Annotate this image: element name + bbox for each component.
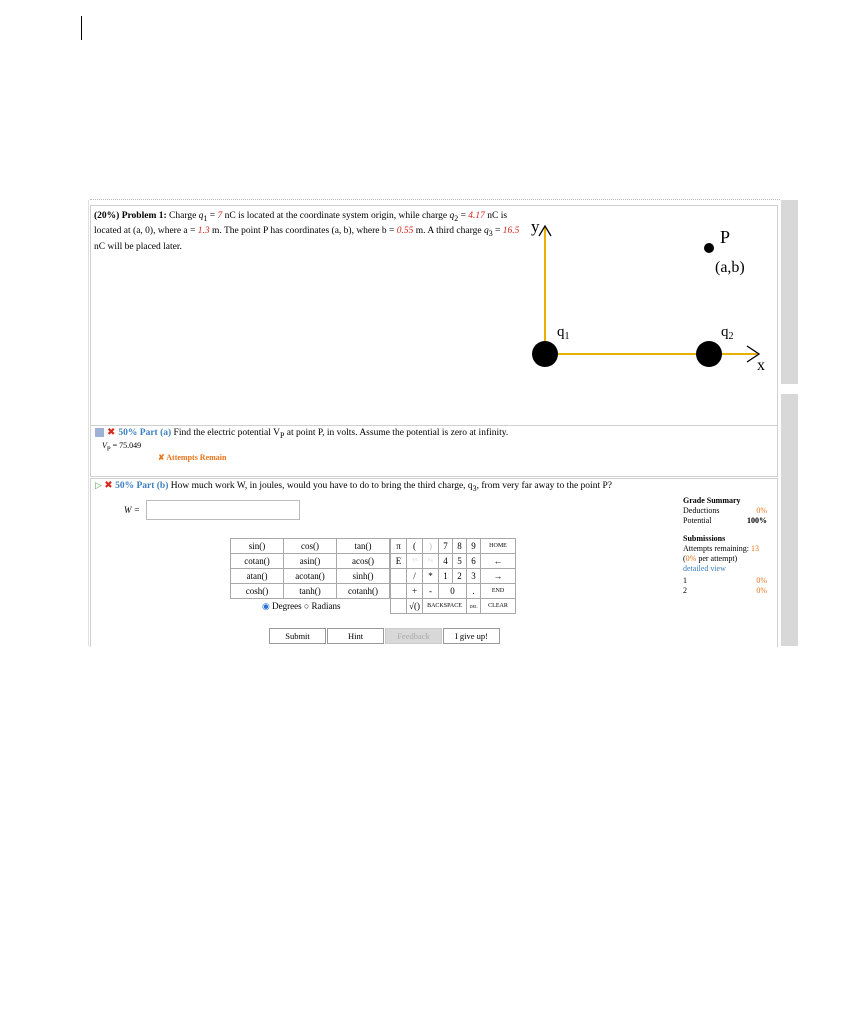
submit-button[interactable]: Submit (269, 628, 326, 644)
a-value: 1.3 (197, 226, 210, 237)
problem-text: nC is located at the coordinate system origin, while charge (222, 211, 450, 221)
eq: = (458, 211, 469, 221)
fn-row (231, 539, 390, 554)
fn-row (231, 569, 390, 584)
collapse-icon[interactable] (95, 428, 104, 437)
multiply-key[interactable]: * (423, 569, 439, 584)
fn-key[interactable]: cotanh() (337, 584, 390, 599)
problem-statement (94, 210, 524, 253)
q3-value: 16.5 (502, 226, 520, 237)
q3-sub: 3 (488, 229, 493, 239)
submission-row (683, 576, 767, 586)
w-label: W = (124, 505, 140, 515)
dot-key[interactable]: . (467, 584, 481, 599)
problem-text: m. The point P has coordinates (a, b), where b = (209, 226, 397, 237)
digit-key[interactable]: 4 (439, 554, 453, 569)
power-down-key[interactable]: ^↓ (423, 554, 439, 569)
b-value: 0.55 (396, 226, 414, 237)
attempts-remaining (683, 544, 767, 554)
blank-key (391, 584, 407, 599)
scrollbar-lower[interactable] (781, 394, 798, 646)
submissions-title: Submissions (683, 534, 726, 543)
fn-key[interactable]: acotan() (284, 569, 337, 584)
q1-symbol: q (198, 211, 204, 221)
fn-row (231, 584, 390, 599)
part-a-header (95, 428, 508, 440)
digit-key[interactable]: 1 (439, 569, 453, 584)
digit-key[interactable]: 8 (453, 539, 467, 554)
blank-key (391, 599, 407, 614)
give-up-button[interactable]: I give up! (443, 628, 500, 644)
top-divider (90, 199, 780, 200)
plus-key[interactable]: + (407, 584, 423, 599)
digit-key[interactable]: 5 (453, 554, 467, 569)
incorrect-icon: ✖ (107, 427, 116, 439)
deductions-row (683, 506, 767, 516)
expand-icon[interactable]: ▷ (95, 480, 102, 490)
digit-key[interactable]: 7 (439, 539, 453, 554)
blank-key (391, 569, 407, 584)
sqrt-key[interactable]: √() (407, 599, 423, 614)
part-b-title: 50% Part (b) (115, 481, 169, 491)
open-paren-key[interactable]: ( (407, 539, 423, 554)
problem-text: nC is located at (a, 0), where a = (94, 211, 508, 237)
q1-label (557, 324, 570, 342)
degrees-radio-icon[interactable]: ◉ (262, 601, 270, 611)
pi-key[interactable]: π (391, 539, 407, 554)
eq: = (492, 226, 503, 237)
fn-key[interactable]: atan() (231, 569, 284, 584)
digit-key[interactable]: 9 (467, 539, 481, 554)
problem-header: (20%) Problem 1: (94, 211, 167, 221)
part-a-question: Find the electric potential V (173, 428, 280, 438)
zero-key[interactable]: 0 (439, 584, 467, 599)
q1-subscript: 1 (564, 331, 570, 342)
charge-diagram (525, 212, 775, 382)
attempts-remain-status: ✘ Attempts Remain (158, 453, 227, 462)
x-axis-label: x (757, 357, 765, 374)
pad-row (391, 569, 516, 584)
text-cursor (81, 16, 82, 40)
grade-summary (683, 496, 767, 596)
paren: ( (683, 554, 686, 563)
part-b-question-rest: , from very far away to the point P? (476, 481, 612, 491)
fn-row (231, 554, 390, 569)
function-keypad (230, 538, 390, 599)
end-key[interactable]: END (481, 584, 516, 599)
point-p-coords: (a,b) (715, 259, 745, 276)
pad-row (391, 539, 516, 554)
pad-row (391, 599, 516, 614)
q2-label (721, 324, 734, 342)
radians-radio-icon[interactable]: ○ (303, 601, 310, 611)
q3-symbol: q (483, 226, 489, 237)
fn-key[interactable]: sinh() (337, 569, 390, 584)
fn-key[interactable]: tan() (337, 539, 390, 554)
fn-key[interactable]: cotan() (231, 554, 284, 569)
backspace-key[interactable]: BACKSPACE (423, 599, 467, 614)
point-p-dot (704, 243, 714, 253)
q2-sub: 2 (454, 213, 459, 223)
q1-value: 7 (217, 211, 223, 221)
potential-value: 100% (747, 516, 767, 525)
q2-value: 4.17 (468, 211, 485, 221)
problem-text: nC will be placed later. (94, 241, 182, 252)
attempts-value: 13 (751, 544, 759, 553)
fn-key[interactable]: sin() (231, 539, 284, 554)
left-arrow-key[interactable]: ← (481, 554, 516, 569)
potential-row (683, 516, 767, 526)
answer-input[interactable] (146, 500, 300, 520)
part-a-title: 50% Part (a) (118, 428, 172, 438)
number-keypad (390, 538, 516, 614)
detailed-view-link[interactable]: detailed view (683, 564, 726, 573)
minus-key[interactable]: - (423, 584, 439, 599)
fn-key[interactable]: tanh() (284, 584, 337, 599)
angle-mode (262, 601, 341, 612)
potential-label: Potential (683, 516, 712, 525)
y-axis-label: y (531, 217, 540, 236)
charge-q2-dot (696, 341, 722, 367)
part-b-question: How much work W, in joules, would you have to do to bring the third charge, q (170, 481, 473, 491)
q2-letter: q (721, 324, 729, 340)
home-key[interactable]: HOME (481, 539, 516, 554)
per-attempt (683, 554, 767, 564)
part-a-question-rest: at point P, in volts. Assume the potential is zero at infinity. (284, 428, 509, 438)
answer-sub: P (106, 445, 111, 453)
vp-sub: P (279, 430, 285, 440)
left-border (88, 200, 89, 646)
problem-text: m. A third charge (413, 226, 484, 237)
pad-row (391, 584, 516, 599)
fn-key[interactable]: cos() (284, 539, 337, 554)
clear-key[interactable]: CLEAR (481, 599, 516, 614)
charge-q1-dot (532, 341, 558, 367)
answer-symbol: V (102, 441, 107, 450)
divide-key[interactable]: / (407, 569, 423, 584)
degrees-label: Degrees (272, 601, 302, 611)
digit-key[interactable]: 3 (467, 569, 481, 584)
submission-number: 1 (683, 576, 687, 585)
radians-label: Radians (311, 601, 341, 611)
submission-score: 0% (756, 576, 767, 585)
problem-text: Charge (169, 211, 197, 221)
point-p-label: P (720, 227, 731, 247)
q2-subscript: 2 (728, 331, 734, 342)
scrollbar[interactable] (781, 200, 798, 384)
fn-key[interactable]: asin() (284, 554, 337, 569)
submission-score: 0% (756, 586, 767, 595)
part-b-header (95, 480, 612, 493)
fn-key[interactable]: cosh() (231, 584, 284, 599)
part-a-answer (102, 441, 141, 453)
q1-letter: q (557, 324, 565, 340)
fn-key[interactable]: acos() (337, 554, 390, 569)
incorrect-icon: ✖ (104, 480, 113, 491)
q2-symbol: q (449, 211, 455, 221)
deductions-value: 0% (756, 506, 767, 515)
per-attempt-text: per attempt) (696, 554, 738, 563)
answer-value: = 75.049 (110, 441, 142, 450)
deductions-label: Deductions (683, 506, 720, 515)
eq: = (207, 211, 218, 221)
pad-row (391, 554, 516, 569)
grade-title: Grade Summary (683, 496, 741, 505)
power-up-key[interactable]: ↑^ (407, 554, 423, 569)
per-attempt-value: 0% (685, 554, 697, 563)
submission-row (683, 586, 767, 596)
digit-key[interactable]: 2 (453, 569, 467, 584)
close-paren-key[interactable]: ) (423, 539, 439, 554)
hint-button[interactable]: Hint (327, 628, 384, 644)
right-arrow-key[interactable]: → (481, 569, 516, 584)
submission-number: 2 (683, 586, 687, 595)
attempts-label: Attempts remaining: (683, 544, 751, 553)
q1-sub: 1 (203, 213, 208, 223)
del-key[interactable]: DEL (467, 599, 481, 614)
feedback-button[interactable]: Feedback (385, 628, 442, 644)
q3-sub: 3 (472, 483, 477, 493)
digit-key[interactable]: 6 (467, 554, 481, 569)
e-key[interactable]: E (391, 554, 407, 569)
